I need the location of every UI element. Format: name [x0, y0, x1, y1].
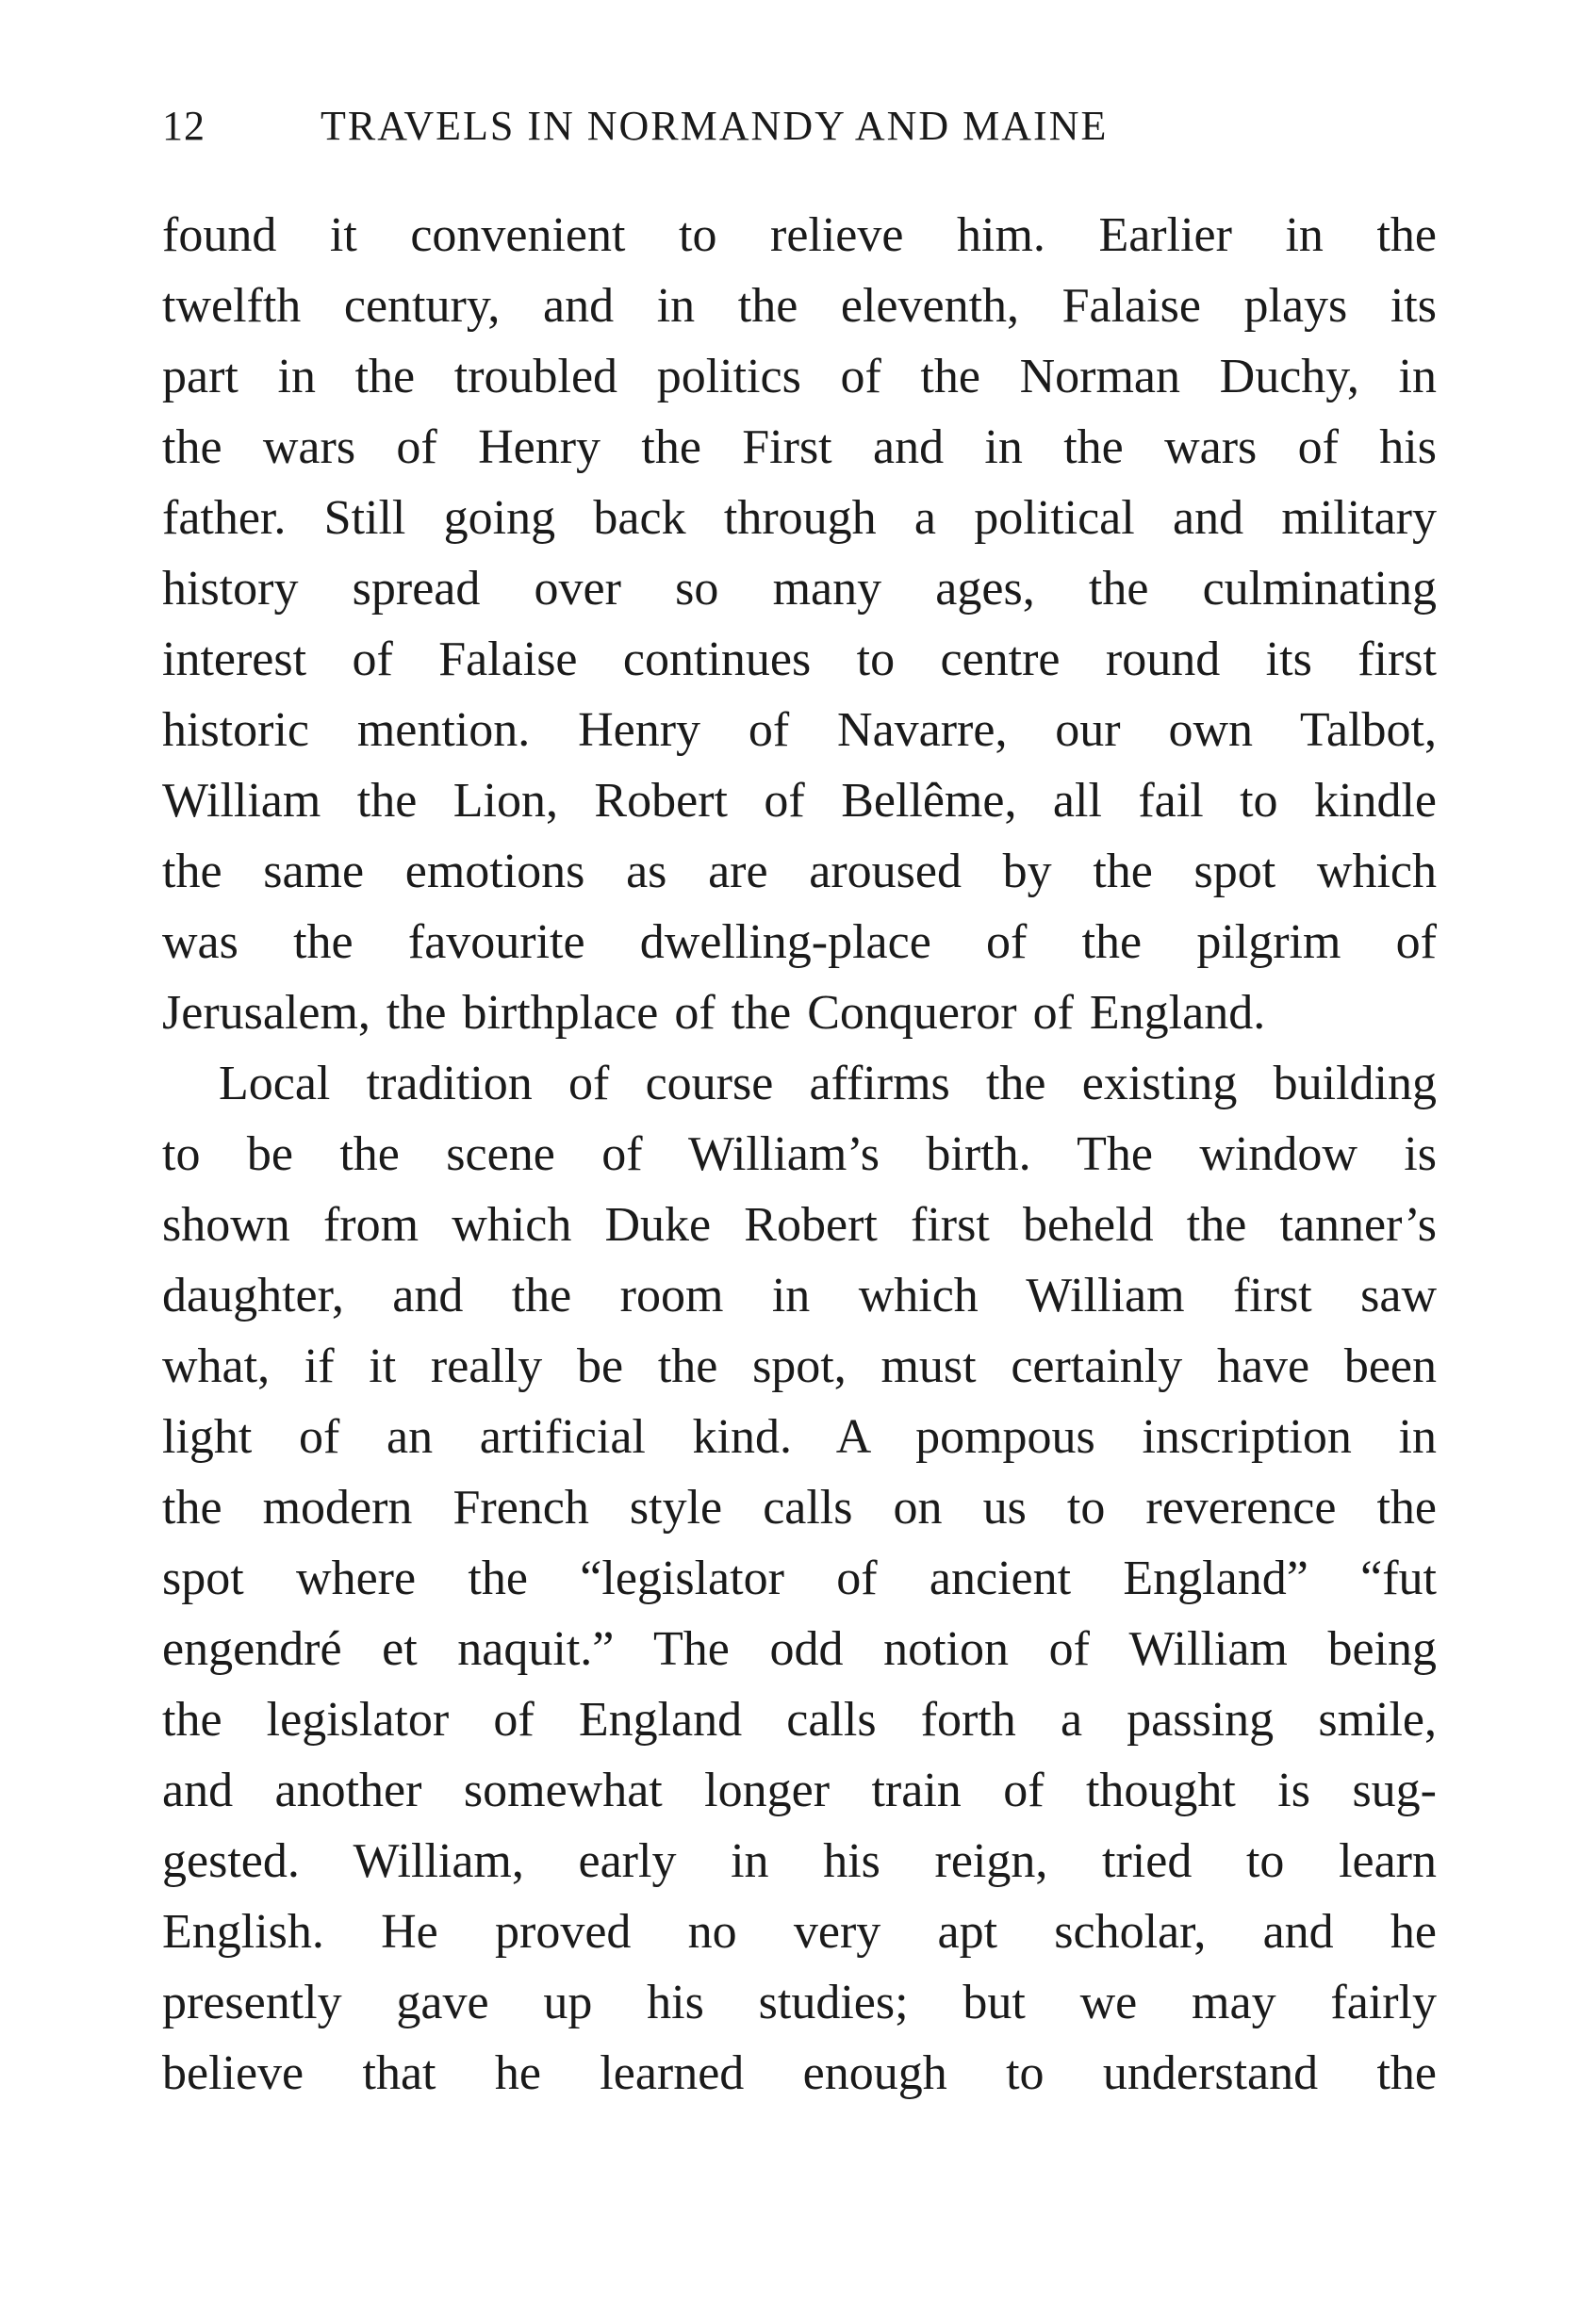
text-line: history spread over so many ages, the culminating: [162, 562, 1437, 616]
text-line: Local tradition of course affirms the existing building: [219, 1057, 1437, 1110]
text-line: shown from which Duke Robert first beheld the tanner’s: [162, 1198, 1437, 1252]
text-line: the modern French style calls on us to reverence the: [162, 1481, 1437, 1535]
text-line: found it convenient to relieve him. Earlier in the: [162, 208, 1437, 262]
text-line: interest of Falaise continues to centre round its first: [162, 632, 1437, 686]
text-line: what, if it really be the spot, must certainly have been: [162, 1339, 1437, 1393]
text-line: the legislator of England calls forth a passing smile,: [162, 1693, 1437, 1747]
text-line: historic mention. Henry of Navarre, our own Talbot,: [162, 703, 1437, 757]
running-title: TRAVELS IN NORMANDY AND MAINE: [321, 103, 1109, 149]
text-line: Jerusalem, the birthplace of the Conqueror of England.: [162, 986, 1266, 1040]
paragraph-1: [162, 200, 1437, 1048]
text-line: engendré et naquit.” The odd notion of William being: [162, 1622, 1437, 1676]
text-line: spot where the “legislator of ancient England” “fut: [162, 1552, 1437, 1605]
text-line: and another somewhat longer train of thought is sug-: [162, 1764, 1437, 1817]
text-line: part in the troubled politics of the Norman Duchy, in: [162, 350, 1437, 403]
text-line: the same emotions as are aroused by the spot which: [162, 845, 1437, 898]
text-line: to be the scene of William’s birth. The window is: [162, 1127, 1437, 1181]
text-line: William the Lion, Robert of Bellême, all fail to kindle: [162, 774, 1437, 828]
text-line: gested. William, early in his reign, tried to learn: [162, 1834, 1437, 1888]
text-line: twelfth century, and in the eleventh, Falaise plays its: [162, 279, 1437, 333]
text-line: presently gave up his studies; but we may fairly: [162, 1976, 1437, 2029]
paragraph-2: [162, 1048, 1437, 2109]
text-line: light of an artificial kind. A pompous inscription in: [162, 1410, 1437, 1464]
page-number: 12: [162, 103, 206, 149]
text-line: father. Still going back through a political and military: [162, 491, 1437, 545]
text-line: English. He proved no very apt scholar, and he: [162, 1905, 1437, 1959]
text-line: was the favourite dwelling-place of the pilgrim of: [162, 915, 1437, 969]
text-line: the wars of Henry the First and in the wars of his: [162, 420, 1437, 474]
body-text: [162, 200, 1437, 2109]
text-line: believe that he learned enough to understand the: [162, 2046, 1437, 2100]
running-head: [162, 102, 1437, 158]
text-line: daughter, and the room in which William first saw: [162, 1269, 1437, 1322]
